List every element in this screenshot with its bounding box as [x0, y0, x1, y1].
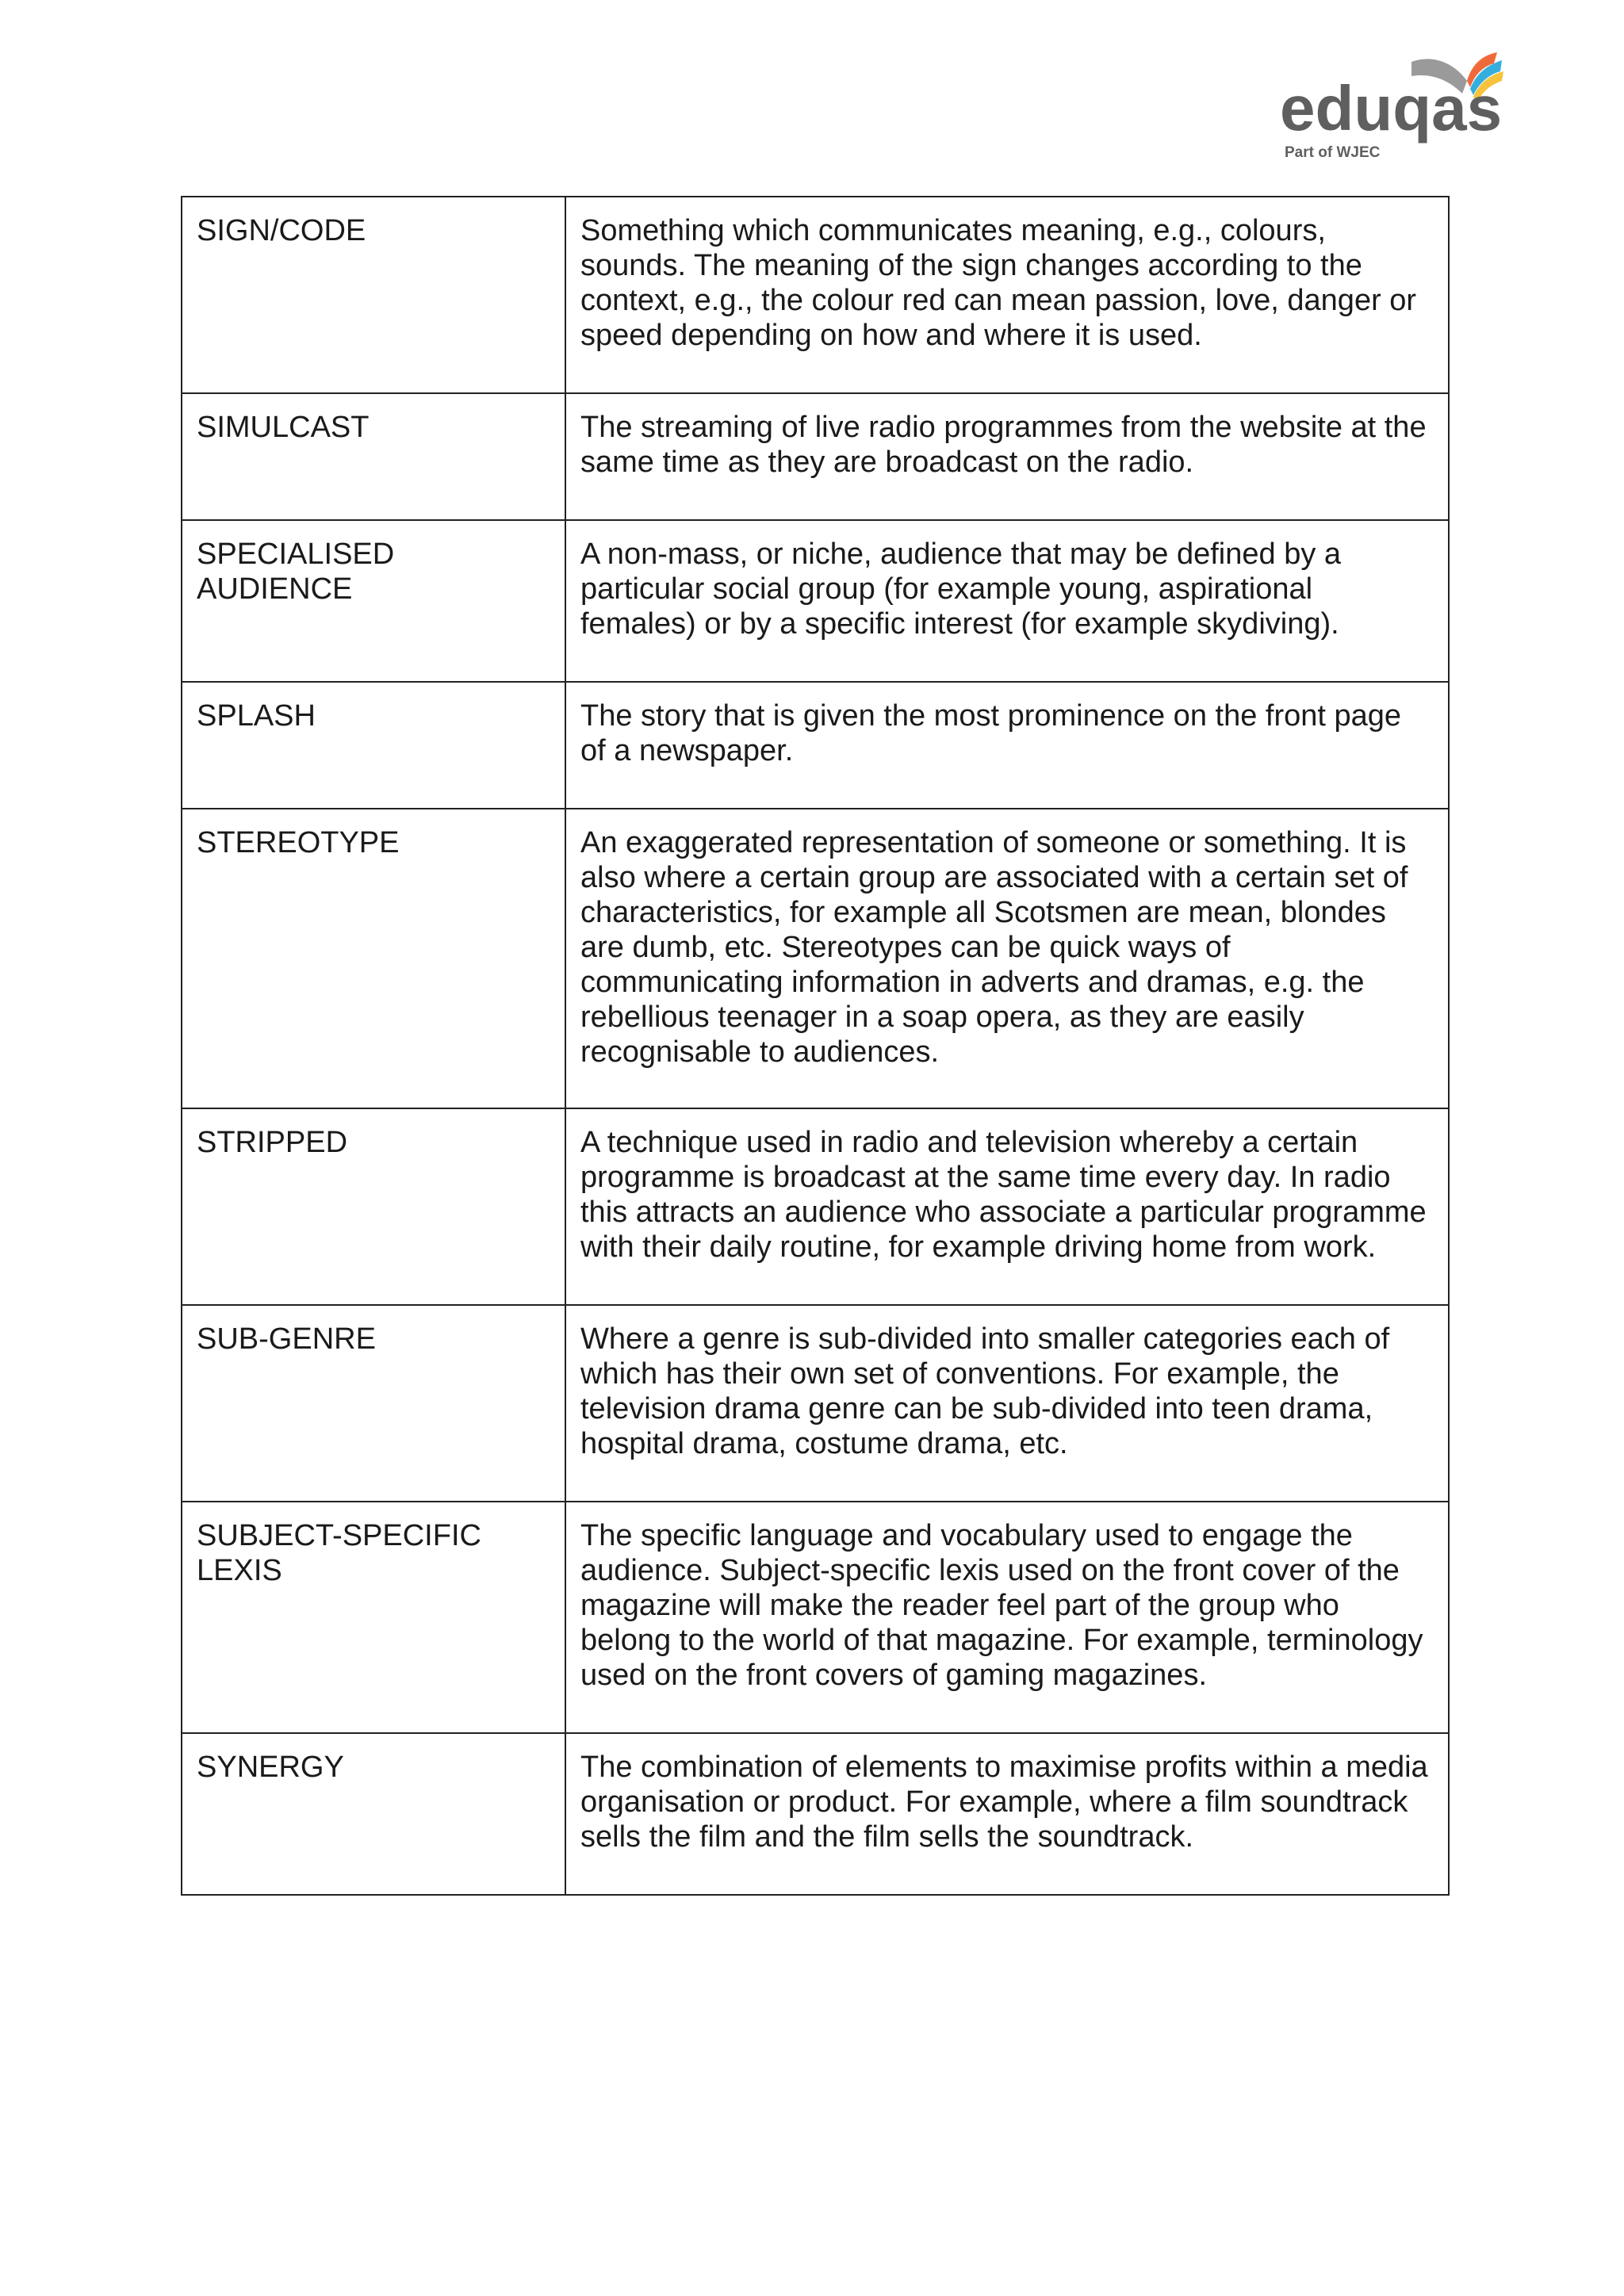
- term-cell: STRIPPED: [182, 1108, 565, 1305]
- definition-cell: Something which communicates meaning, e.g., colours, sounds. The meaning of the sign changes according to the context, e.g., the colour red can mean passion, love, danger or speed depending on how and where it is used.: [565, 197, 1449, 393]
- table-row: [182, 809, 1449, 1108]
- table-row: [182, 393, 1449, 520]
- table-row: [182, 1108, 1449, 1305]
- table-row: [182, 1733, 1449, 1895]
- book-pages-icon: [1278, 36, 1508, 163]
- term-cell: STEREOTYPE: [182, 809, 565, 1108]
- definition-cell: The streaming of live radio programmes from the website at the same time as they are broadcast on the radio.: [565, 393, 1449, 520]
- definition-cell: The combination of elements to maximise profits within a media organisation or product. For example, where a film soundtrack sells the film and the film sells the soundtrack.: [565, 1733, 1449, 1895]
- term-cell: SUBJECT-SPECIFIC LEXIS: [182, 1502, 565, 1733]
- table-row: [182, 1305, 1449, 1502]
- logo-brand: eduqas: [1280, 73, 1503, 144]
- definition-cell: A non-mass, or niche, audience that may be defined by a particular social group (for example young, aspirational females) or by a specific interest (for example skydiving).: [565, 520, 1449, 682]
- definition-cell: The specific language and vocabulary used to engage the audience. Subject-specific lexis used on the front cover of the magazine will make the reader feel part of the group who belong to the world of that magazine. For example, terminology used on the front covers of gaming magazines.: [565, 1502, 1449, 1733]
- term-cell: SIMULCAST: [182, 393, 565, 520]
- glossary-table: [181, 196, 1450, 1896]
- term-cell: SYNERGY: [182, 1733, 565, 1895]
- logo-tagline: Part of WJEC: [1285, 144, 1381, 161]
- eduqas-logo: [1278, 36, 1508, 163]
- table-row: [182, 197, 1449, 393]
- definition-cell: An exaggerated representation of someone or something. It is also where a certain group are associated with a certain set of characteristics, for example all Scotsmen are mean, blondes are dumb, etc. Stereotypes can be quick ways of communicating information in adverts and dramas, e.g. the rebellious teenager in a soap opera, as they are easily recognisable to audiences.: [565, 809, 1449, 1108]
- term-cell: SPLASH: [182, 682, 565, 809]
- term-cell: SPECIALISED AUDIENCE: [182, 520, 565, 682]
- table-row: [182, 520, 1449, 682]
- table-row: [182, 1502, 1449, 1733]
- definition-cell: Where a genre is sub-divided into smaller categories each of which has their own set of conventions. For example, the television drama genre can be sub-divided into teen drama, hospital drama, costume drama, etc.: [565, 1305, 1449, 1502]
- term-cell: SUB-GENRE: [182, 1305, 565, 1502]
- term-cell: SIGN/CODE: [182, 197, 565, 393]
- table-row: [182, 682, 1449, 809]
- definition-cell: A technique used in radio and television whereby a certain programme is broadcast at the same time every day. In radio this attracts an audience who associate a particular programme with their daily routine, for example driving home from work.: [565, 1108, 1449, 1305]
- definition-cell: The story that is given the most prominence on the front page of a newspaper.: [565, 682, 1449, 809]
